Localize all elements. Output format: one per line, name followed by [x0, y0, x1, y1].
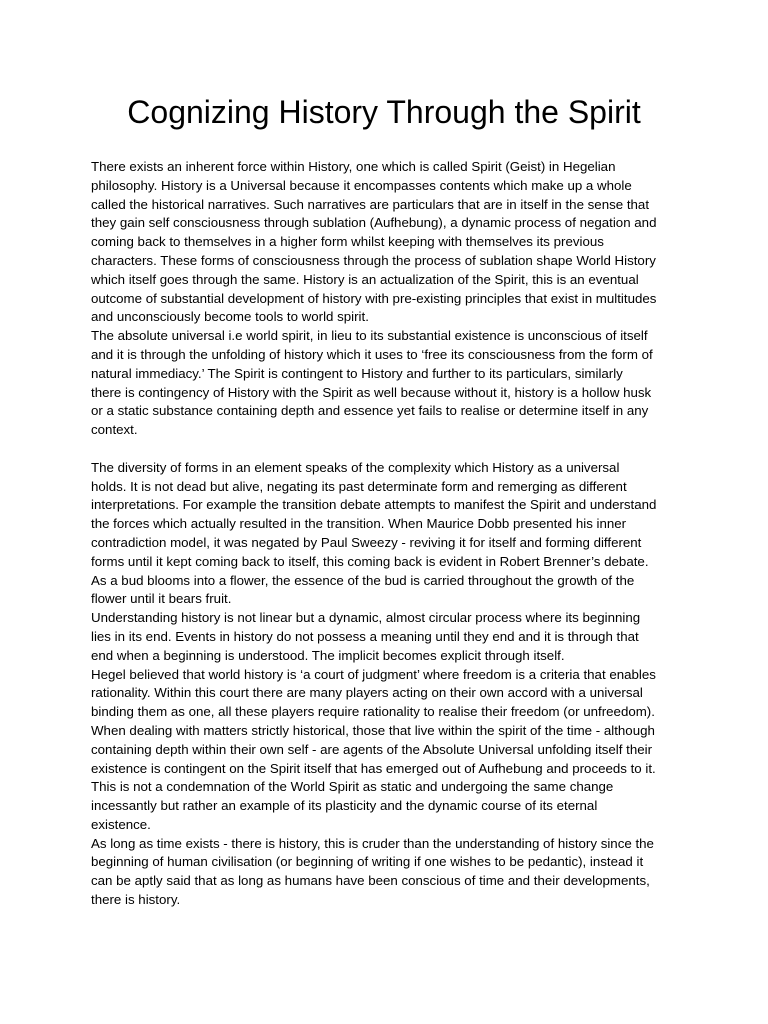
text-line: The diversity of forms in an element speaks of the complexity which History as a universal	[91, 459, 620, 475]
text-line: incessantly but rather an example of its plasticity and the dynamic course of its eternal	[91, 798, 598, 814]
text-line: When dealing with matters strictly historical, those that live within the spirit of the time - although	[91, 722, 655, 738]
text-line: forms until it kept coming back to itself, this coming back is evident in Robert Brenner’s debate.	[91, 553, 649, 569]
text-line: lies in its end. Events in history do not possess a meaning until they end and it is through that	[91, 628, 639, 644]
text-line: binding them as one, all these players require rationality to realise their freedom (or unfreedom).	[91, 704, 655, 720]
text-line: contradiction model, it was negated by Paul Sweezy - reviving it for itself and forming different	[91, 534, 642, 550]
text-line: end when a beginning is understood. The implicit becomes explicit through itself.	[91, 647, 565, 663]
text-line: there is contingency of History with the Spirit as well because without it, history is a hollow husk	[91, 384, 652, 400]
text-line: This is not a condemnation of the World Spirit as static and undergoing the same change	[91, 779, 614, 795]
paragraph-4	[91, 609, 687, 665]
text-line: containing depth within their own self - are agents of the Absolute Universal unfolding itself their	[91, 741, 653, 757]
text-line: There exists an inherent force within History, one which is called Spirit (Geist) in Hegelian	[91, 159, 616, 174]
text-line: Hegel believed that world history is ‘a court of judgment’ where freedom is a criteria that enables	[91, 666, 656, 682]
text-line: beginning of human civilisation (or beginning of writing if one wishes to be pedantic), instead it	[91, 854, 644, 870]
paragraph-3	[91, 459, 687, 609]
text-line: context.	[91, 422, 138, 438]
paragraph-1	[91, 158, 687, 327]
document-body	[91, 158, 687, 910]
text-line: rationality. Within this court there are many players acting on their own accord with a universal	[91, 685, 643, 701]
text-line: which itself goes through the same. History is an actualization of the Spirit, this is an eventual	[91, 271, 639, 287]
paragraph-2	[91, 327, 687, 440]
text-line: and unconsciously become tools to world spirit.	[91, 309, 369, 325]
text-line: holds. It is not dead but alive, negating its past determinate form and remerging as different	[91, 478, 627, 494]
text-line: Understanding history is not linear but a dynamic, almost circular process where its beginning	[91, 610, 641, 626]
text-line: existence is contingent on the Spirit itself that has emerged out of Aufhebung and proceeds to it.	[91, 760, 656, 776]
text-line: characters. These forms of consciousness through the process of sublation shape World History	[91, 252, 656, 268]
text-line: The absolute universal i.e world spirit, in lieu to its substantial existence is unconscious of itself	[91, 328, 648, 344]
text-line: there is history.	[91, 892, 181, 908]
text-line: or a static substance containing depth and essence yet fails to realise or determine itself in any	[91, 403, 649, 419]
text-line: outcome of substantial development of history with pre-existing principles that exist in multitudes	[91, 290, 657, 306]
text-line: interpretations. For example the transition debate attempts to manifest the Spirit and understand	[91, 497, 657, 513]
text-line: coming back to themselves in a higher form whilst keeping with themselves its previous	[91, 234, 604, 250]
document-title: Cognizing History Through the Spirit	[127, 94, 641, 130]
text-line: they gain self consciousness through sublation (Aufhebung), a dynamic process of negation and	[91, 215, 657, 231]
text-line: the forces which actually resulted in the transition. When Maurice Dobb presented his inner	[91, 516, 627, 532]
text-line: flower until it bears fruit.	[91, 591, 232, 607]
text-line: As a bud blooms into a flower, the essence of the bud is carried throughout the growth of the	[91, 572, 635, 588]
text-line: called the historical narratives. Such narratives are particulars that are in itself in the sense that	[91, 196, 650, 212]
text-line: existence.	[91, 816, 151, 832]
paragraph-6	[91, 835, 687, 910]
paragraph-spacer	[91, 440, 687, 459]
text-line: and it is through the unfolding of history which it uses to ‘free its consciousness from the form of	[91, 346, 653, 362]
text-line: As long as time exists - there is history, this is cruder than the understanding of history since the	[91, 835, 654, 851]
text-line: philosophy. History is a Universal because it encompasses contents which make up a whole	[91, 177, 632, 193]
text-line: natural immediacy.’ The Spirit is contingent to History and further to its particulars, similarly	[91, 365, 623, 381]
text-line: can be aptly said that as long as humans have been conscious of time and their developments,	[91, 873, 650, 889]
paragraph-5	[91, 666, 687, 835]
